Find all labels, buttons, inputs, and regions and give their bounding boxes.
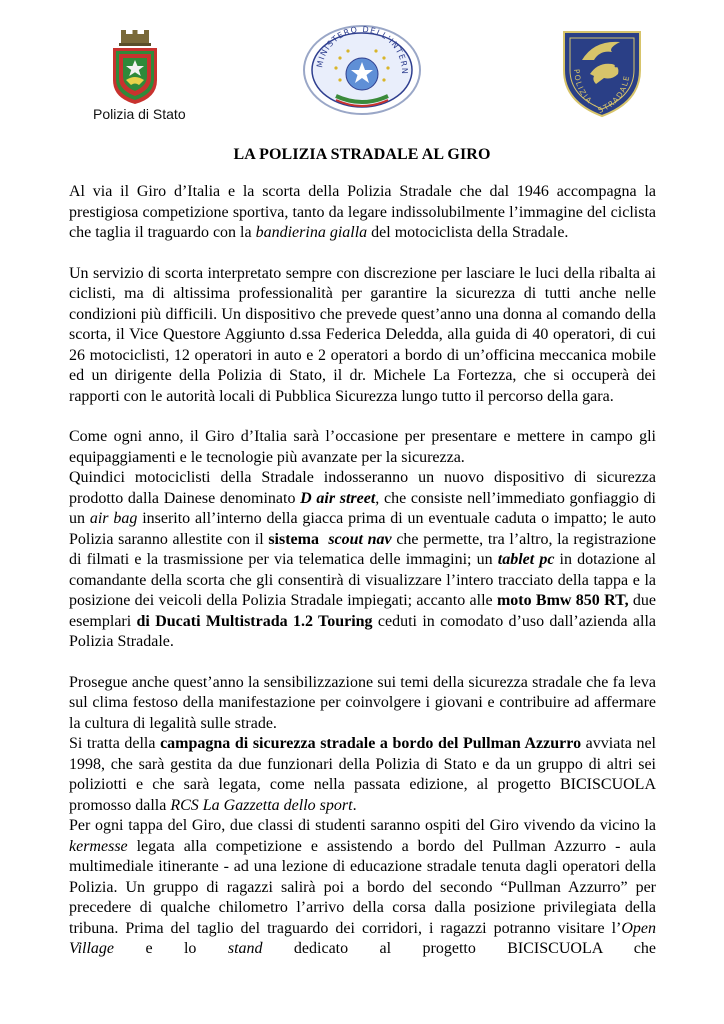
- polizia-stradale-logo: [560, 26, 644, 118]
- logo-caption: Polizia di Stato: [93, 106, 186, 122]
- page-title: LA POLIZIA STRADALE AL GIRO: [233, 146, 491, 163]
- svg-text:MINISTERO DELL'INTERNO: MINISTERO DELL'INTERN: [315, 24, 410, 76]
- paragraph-pullman: Si tratta della campagna di sicurezza stradale a bordo del Pullman Azzurro avviata nel 1998, che sarà gestita da due funzionari della Polizia di Stato e da un gruppo di altri sei poliziotti e che sarà legata, come nella passata edizione, al progetto BICISCUOLA promosso dalla RCS La Gazzetta dello sport.: [69, 735, 656, 814]
- paragraph-dispositivi: Quindici motociclisti della Stradale indosseranno un nuovo dispositivo di sicurezza prodotto dalla Dainese denominato D air street, che consiste nell’immediato gonfiaggio di un air bag inserito all’interno della giacca prima di un eventuale caduta o impatto; le auto Polizia saranno allestite con il sistema scout nav che permette, tra l’altro, la registrazione di filmati e la trasmissione per via telematica delle immagini; un tablet pc in dotazione al comandante della scorta che gli consentirà di visualizzare l’intero tracciato della tappa e la posizione dei veicoli della Polizia Stradale impiegati; accanto alle moto Bmw 850 RT, due esemplari di Ducati Multistrada 1.2 Touring ceduti in comodato d’uso dall’azienda alla Polizia Stradale.: [69, 469, 657, 650]
- paragraph-equipaggiamenti: Come ogni anno, il Giro d’Italia sarà l’occasione per presentare e mettere in campo gli equipaggiamenti e le tecnologie più avanzate per la sicurezza.: [69, 428, 656, 466]
- paragraph-scorta: Un servizio di scorta interpretato sempre con discrezione per lasciare le luci della ribalta ai ciclisti, ma di altissima professionalità per garantire la sicurezza di tutti anche nelle condizioni più difficili. Un dispositivo che prevede quest’anno una donna al comando della scorta, il Vice Questore Aggiunto d.ssa Federica Deledda, alla guida di 40 operatori, di cui 26 motociclisti, 12 operatori in auto e 2 operatori a bordo di un’officina meccanica mobile ed un dirigente della Polizia di Stato, il dr. Michele La Fortezza, che si occuperà dei rapporti con le autorità locali di Pubblica Sicurezza lungo tutto il percorso della gara.: [69, 264, 656, 405]
- pegasus-shield-icon: [560, 26, 644, 118]
- paragraph-intro: Al via il Giro d’Italia e la scorta della Polizia Stradale che dal 1946 accompagna la prestigiosa competizione sportiva, tanto da legare indissolubilmente l’immagine del ciclista che taglia il traguardo con la bandierina gialla del motociclista della Stradale.: [69, 183, 656, 241]
- paragraph-sensibilizzazione: Prosegue anche quest’anno la sensibilizzazione sui temi della sicurezza stradale che fa leva sul clima festoso della manifestazione per coinvolgere i giovani e contribuire ad affermare la cultura di legalità sulle strade.: [69, 673, 656, 732]
- ministero-interno-logo: [300, 22, 424, 116]
- paragraph-tappe: Per ogni tappa del Giro, due classi di studenti saranno ospiti del Giro vivendo da vicino la kermesse legata alla competizione e assistendo a bordo del Pullman Azzurro - aula multimediale itinerante - ad una lezione di educazione stradale tenuta dagli operatori della Polizia. Un gruppo di ragazzi salirà poi a bordo del secondo “Pullman Azzurro” per precedere di qualche chilometro l’arrivo della corsa dalla posizione privilegiata della tribuna. Prima del taglio del traguardo dei corridori, i ragazzi potranno visitare l’Open Village e lo stand dedicato al progetto BICISCUOLA che: [69, 817, 657, 957]
- svg-text:POLIZIA · STRADALE: POLIZIA · STRADALE: [572, 68, 632, 115]
- ministry-seal-icon: [300, 22, 424, 116]
- police-crest-icon: [93, 28, 177, 106]
- article-body: [69, 182, 656, 960]
- polizia-di-stato-logo: [93, 28, 186, 124]
